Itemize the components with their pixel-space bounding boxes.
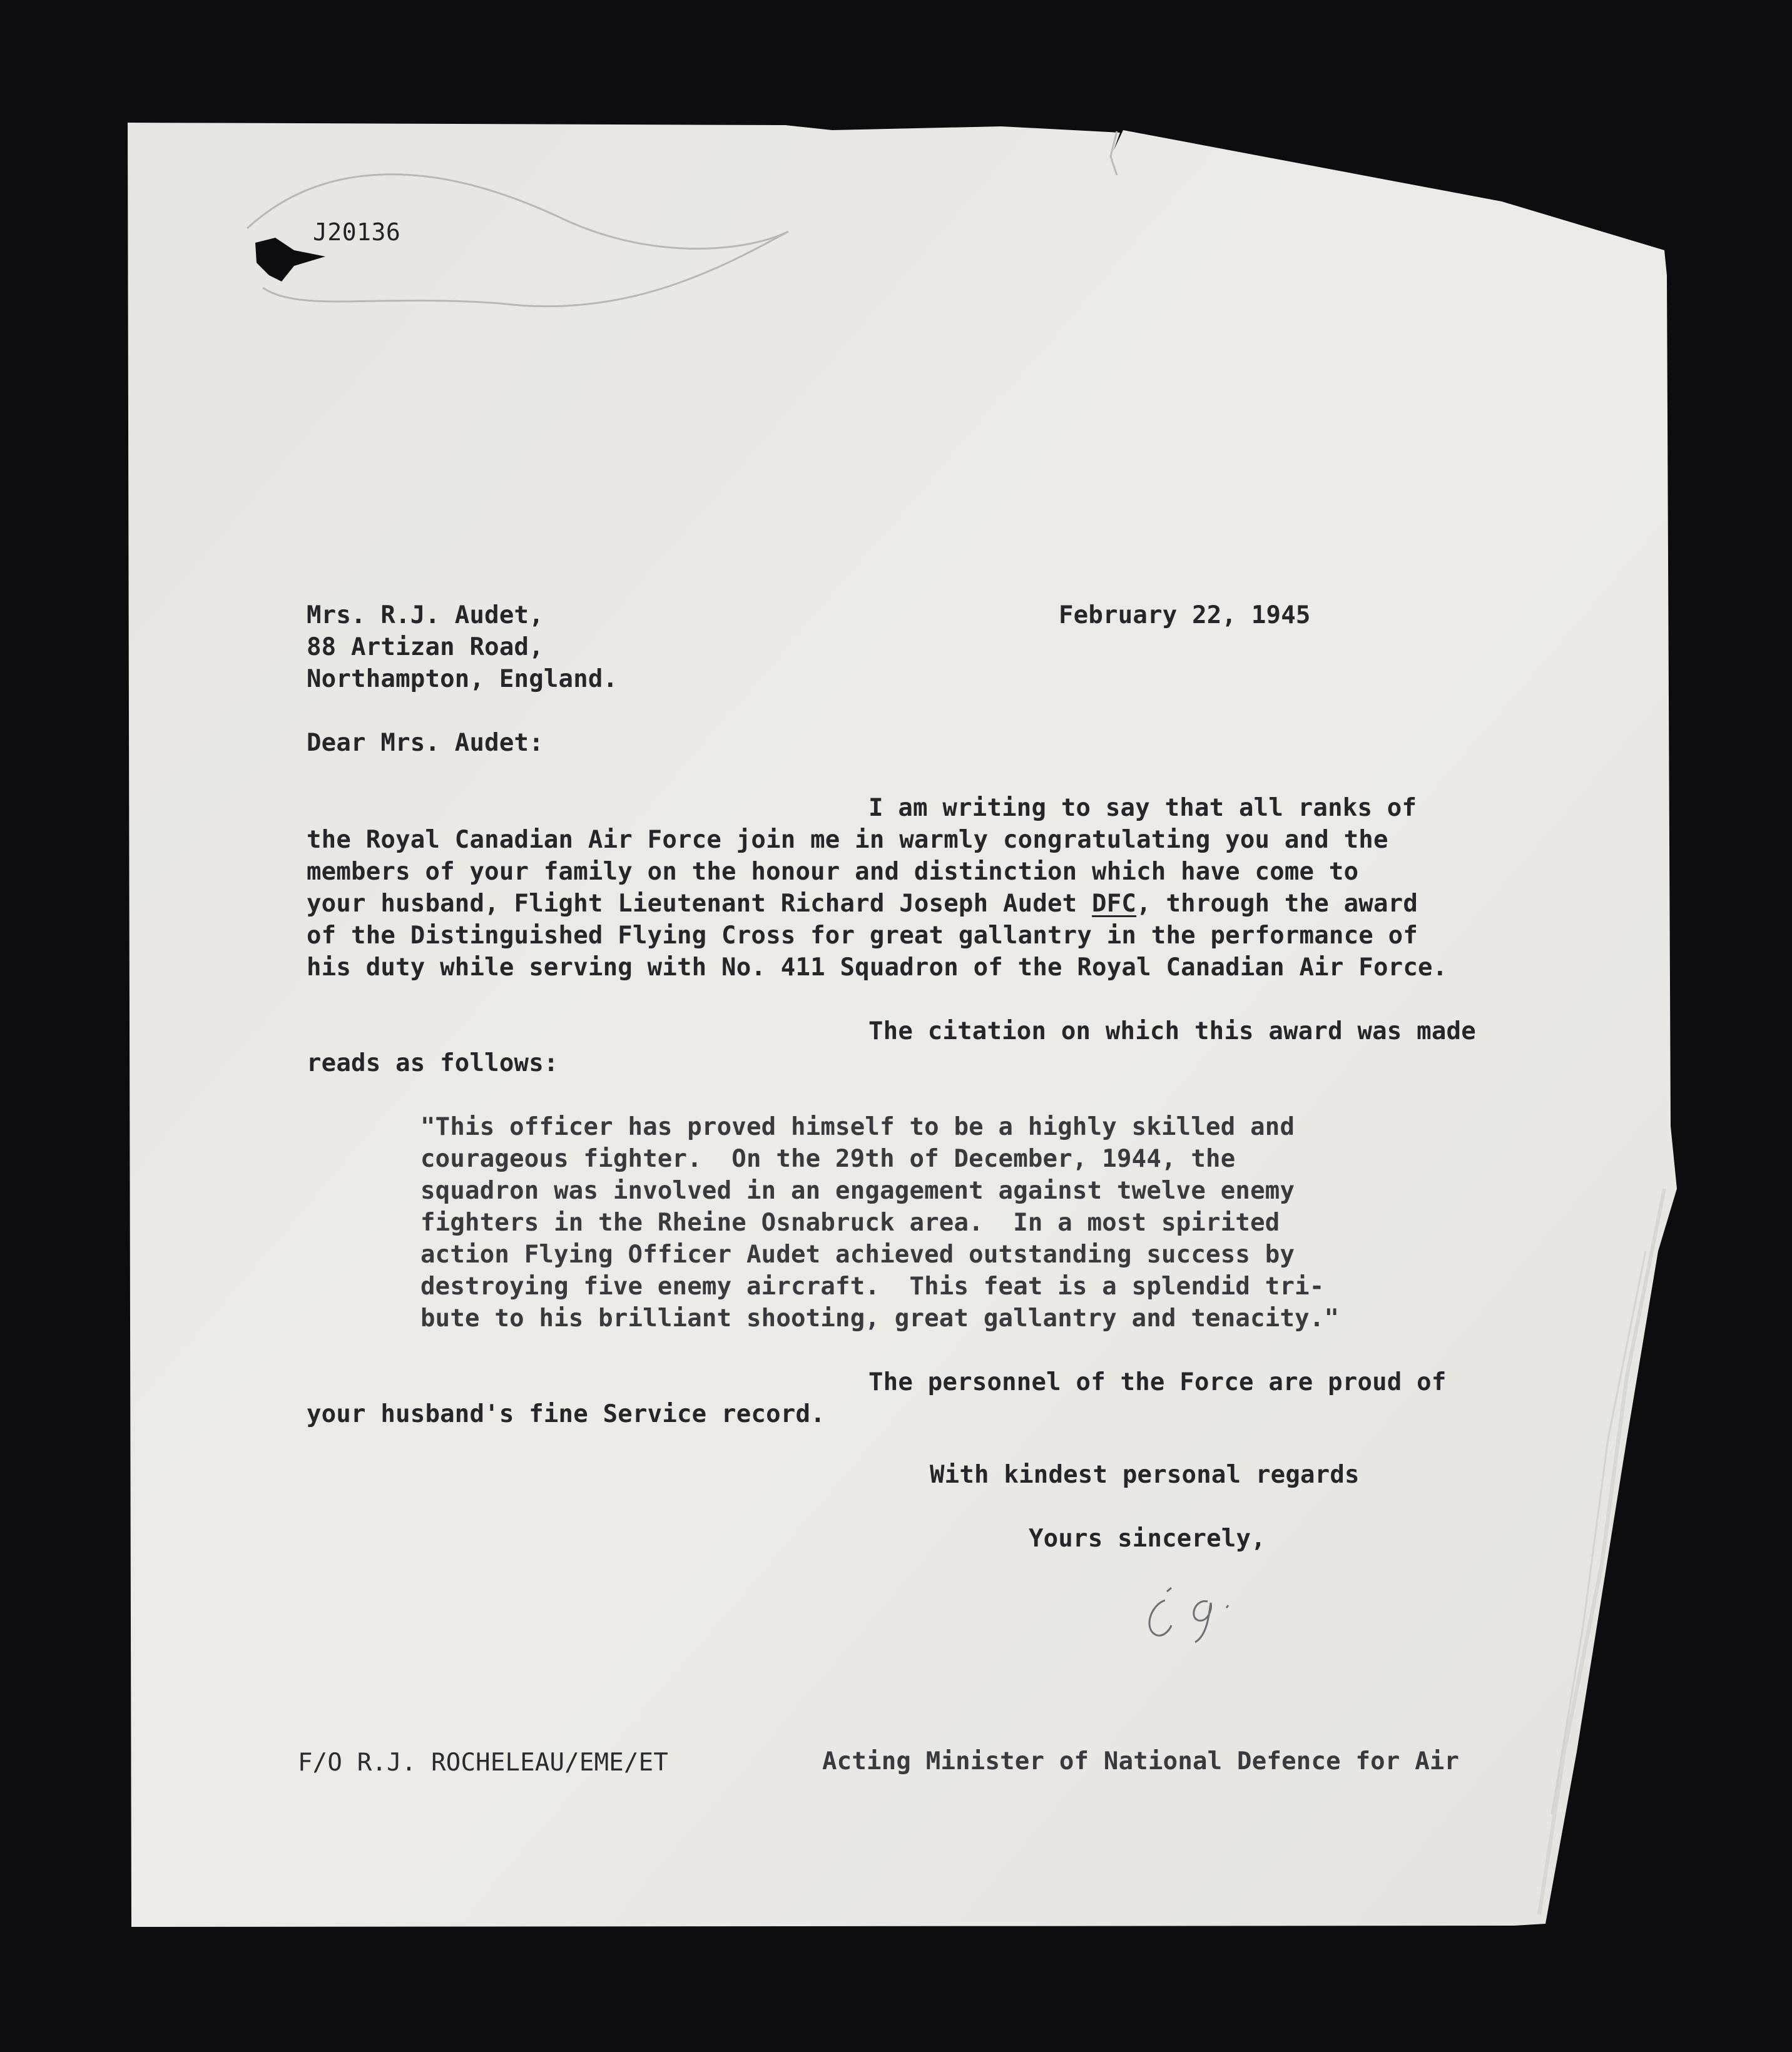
paragraph-1-line-6: his duty while serving with No. 411 Squadron of the Royal Canadian Air Force. (307, 953, 1448, 982)
citation-line-4: fighters in the Rheine Osnabruck area. In a most spirited (420, 1209, 1280, 1237)
paragraph-2-line-1: The citation on which this award was made (868, 1017, 1476, 1045)
recipient-address-line2: Northampton, England. (307, 665, 618, 693)
typist-reference: F/O R.J. ROCHELEAU/EME/ET (298, 1749, 668, 1777)
closing-regards: With kindest personal regards (930, 1461, 1360, 1489)
paragraph-2-line-2: reads as follows: (307, 1049, 559, 1077)
recipient-name: Mrs. R.J. Audet, (307, 601, 544, 629)
paragraph-3-line-1: The personnel of the Force are proud of (868, 1368, 1447, 1396)
citation-line-3: squadron was involved in an engagement against twelve enemy (420, 1177, 1295, 1205)
citation-line-6: destroying five enemy aircraft. This feat is a splendid tri- (420, 1272, 1325, 1301)
recipient-address-line1: 88 Artizan Road, (307, 633, 544, 661)
salutation: Dear Mrs. Audet: (307, 729, 544, 757)
signatory-title: Acting Minister of National Defence for Air (822, 1747, 1460, 1775)
paragraph-1-line-2: the Royal Canadian Air Force join me in warmly congratulating you and the (307, 826, 1388, 854)
handwritten-initials (1133, 1583, 1295, 1652)
paragraph-1-line-4 (307, 888, 1418, 920)
paragraph-1-line-1: I am writing to say that all ranks of (868, 794, 1417, 822)
file-reference-number: J20136 (313, 218, 401, 246)
paragraph-1-line-4-text: your husband, Flight Lieutenant Richard Joseph Audet (307, 890, 1092, 918)
citation-line-5: action Flying Officer Audet achieved outstanding success by (420, 1241, 1295, 1269)
paragraph-3-line-2: your husband's fine Service record. (307, 1400, 825, 1428)
paragraph-1-line-5: of the Distinguished Flying Cross for great gallantry in the performance of (307, 922, 1418, 950)
citation-line-1: "This officer has proved himself to be a highly skilled and (420, 1113, 1295, 1141)
citation-line-2: courageous fighter. On the 29th of December, 1944, the (420, 1145, 1236, 1173)
award-abbreviation: DFC (1092, 890, 1137, 918)
letter-date: February 22, 1945 (1059, 601, 1311, 629)
paragraph-1-line-4-tail: , through the award (1136, 890, 1418, 918)
paragraph-1-line-3: members of your family on the honour and distinction which have come to (307, 858, 1359, 886)
closing-sign-off: Yours sincerely, (1029, 1525, 1266, 1553)
citation-line-7: bute to his brilliant shooting, great gallantry and tenacity." (420, 1304, 1340, 1333)
